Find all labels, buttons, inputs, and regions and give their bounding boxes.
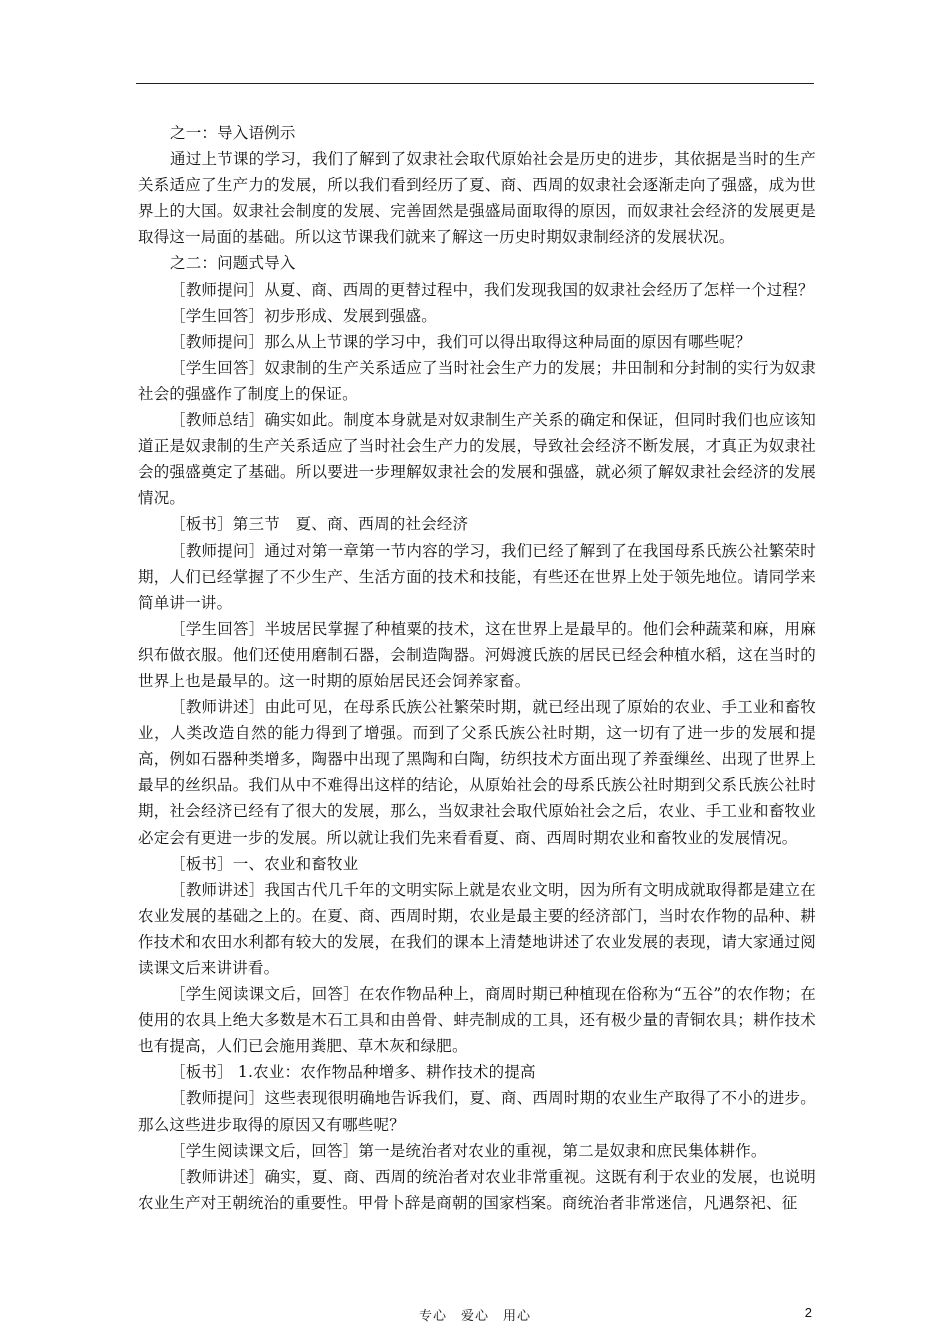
paragraph: ［教师讲述］确实，夏、商、西周的统治者对农业非常重视。这既有利于农业的发展，也说明农业生产对王朝统治的重要性。甲骨卜辞是商朝的国家档案。商统治者非常迷信，凡遇祭祀、征	[138, 1167, 816, 1212]
paragraph: ［教师总结］确实如此。制度本身就是对奴隶制生产关系的确定和保证，但同时我们也应该知道正是奴隶制的生产关系适应了当时社会生产力的发展，导致社会经济不断发展，才真正为奴隶社会的强盛奠定了基础。所以要进一步理解奴隶社会的发展和强盛，就必须了解奴隶社会经济的发展情况。	[138, 411, 816, 508]
paragraph: ［教师讲述］由此可见，在母系氏族公社繁荣时期，就已经出现了原始的农业、手工业和畜牧业，人类改造自然的能力得到了增强。而到了父系氏族公社时期，这一切有了进一步的发展和提高，例如石器种类增多，陶器中出现了黑陶和白陶，纺织技术方面出现了养蚕缫丝、出现了世界上最早的丝织品。我们从中不难得出这样的结论，从原始社会的母系氏族公社时期到父系氏族公社时期，社会经济已经有了很大的发展，那么，当奴隶社会取代原始社会之后，农业、手工业和畜牧业必定会有更进一步的发展。所以就让我们先来看看夏、商、西周时期农业和畜牧业的发展情况。	[138, 698, 816, 847]
paragraph: ［板书］第三节 夏、商、西周的社会经济	[170, 515, 469, 534]
paragraph: ［学生回答］半坡居民掌握了种植粟的技术，这在世界上是最早的。他们会种蔬菜和麻，用麻织布做衣服。他们还使用磨制石器，会制造陶器。河姆渡氏族的居民已经会种植水稻，这在当时的世界上也是最早的。这一时期的原始居民还会饲养家畜。	[138, 619, 816, 690]
paragraph: ［学生回答］奴隶制的生产关系适应了当时社会生产力的发展；井田制和分封制的实行为奴隶社会的强盛作了制度上的保证。	[138, 358, 816, 403]
paragraph: 之一：导入语例示	[170, 124, 296, 142]
paragraph: ［教师提问］这些表现很明确地告诉我们，夏、商、西周时期的农业生产取得了不小的进步。那么这些进步取得的原因又有哪些呢？	[138, 1089, 816, 1134]
paragraph: ［学生回答］初步形成、发展到强盛。	[170, 306, 437, 325]
footer-text: 专心 爱心 用心	[418, 1309, 531, 1324]
paragraph: ［教师讲述］我国古代几千年的文明实际上就是农业文明，因为所有文明成就取得都是建立在农业发展的基础之上的。在夏、商、西周时期，农业是最主要的经济部门，当时农作物的品种、耕作技术和农田水利都有较大的发展，在我们的课本上清楚地讲述了农业发展的表现，请大家通过阅读课文后来讲讲看。	[138, 880, 816, 977]
paragraph: 通过上节课的学习，我们了解到了奴隶社会取代原始社会是历史的进步，其依据是当时的生产关系适应了生产力的发展，所以我们看到经历了夏、商、西周的奴隶社会逐渐走向了强盛，成为世界上的大国。奴隶社会制度的发展、完善固然是强盛局面取得的原因，而奴隶社会经济的发展更是取得这一局面的基础。所以这节课我们就来了解这一历史时期奴隶制经济的发展状况。	[138, 150, 816, 247]
paragraph: ［教师提问］通过对第一章第一节内容的学习，我们已经了解到了在我国母系氏族公社繁荣时期，人们已经掌握了不少生产、生活方面的技术和技能，有些还在世界上处于领先地位。请同学来简单讲一讲。	[138, 541, 816, 612]
header-rule	[136, 83, 814, 84]
paragraph: ［教师提问］那么从上节课的学习中，我们可以得出取得这种局面的原因有哪些呢？	[170, 332, 751, 351]
paragraph: 之二：问题式导入	[170, 254, 296, 273]
paragraph: ［学生阅读课文后，回答］第一是统治者对农业的重视，第二是奴隶和庶民集体耕作。	[170, 1141, 767, 1160]
paragraph: ［教师提问］从夏、商、西周的更替过程中，我们发现我国的奴隶社会经历了怎样一个过程？	[170, 280, 814, 299]
page-number: 2	[804, 1305, 812, 1320]
document-body	[138, 120, 816, 1216]
paragraph: ［板书］一、农业和畜牧业	[170, 854, 359, 873]
paragraph: ［板书］ 1.农业：农作物品种增多、耕作技术的提高	[170, 1063, 536, 1082]
paragraph: ［学生阅读课文后，回答］在农作物品种上，商周时期已种植现在俗称为“五谷”的农作物；在使用的农具上绝大多数是木石工具和由兽骨、蚌壳制成的工具，还有极少量的青铜农具；耕作技术也有提高，人们已会施用粪肥、草木灰和绿肥。	[138, 985, 816, 1056]
